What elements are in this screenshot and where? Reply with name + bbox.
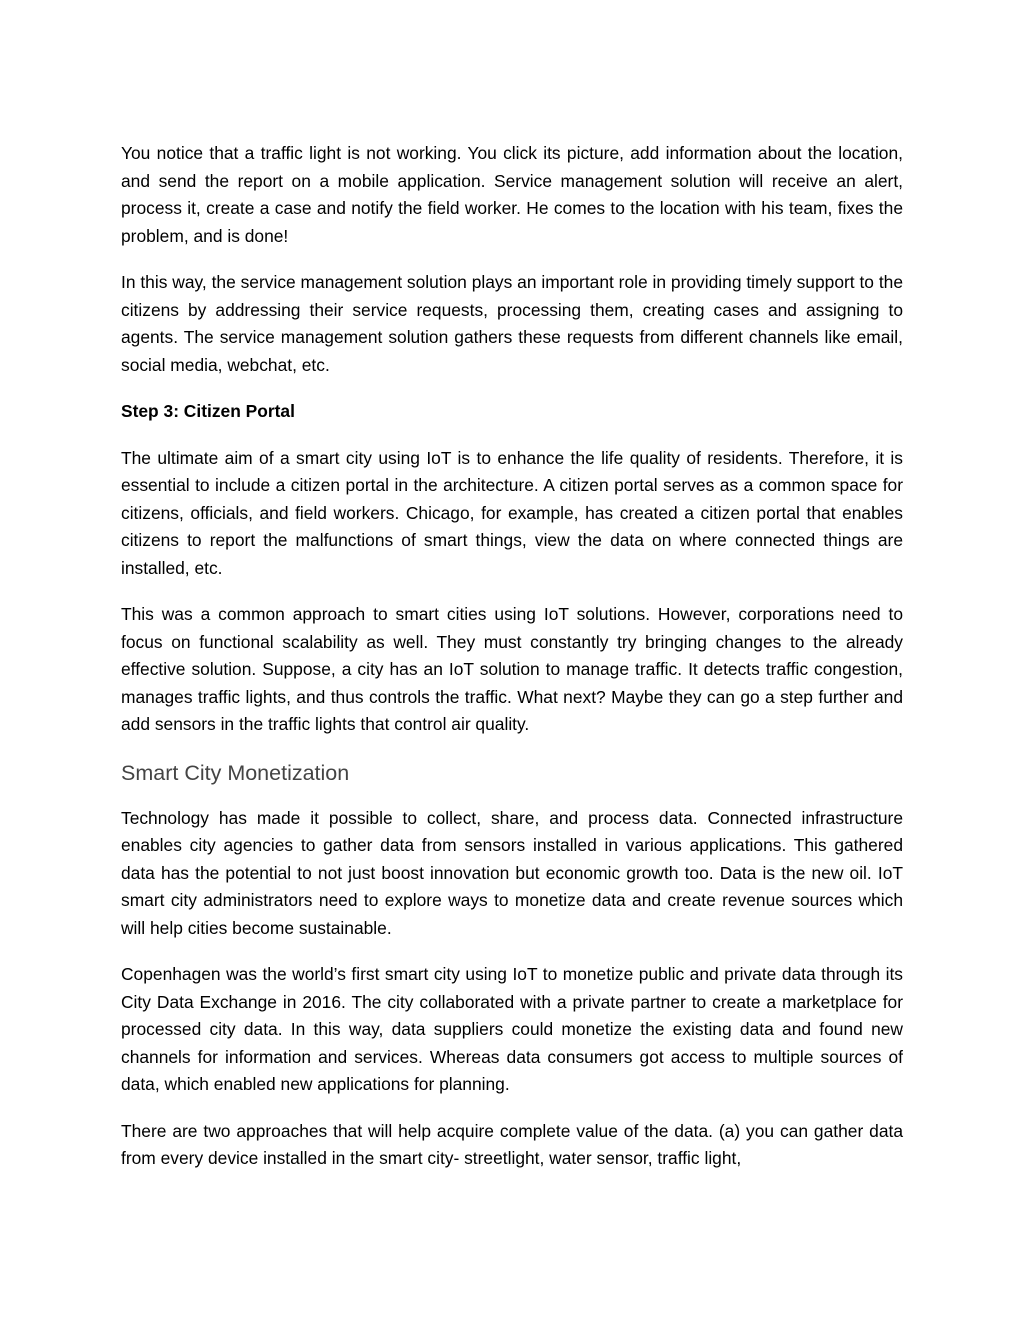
paragraph-citizen-portal: The ultimate aim of a smart city using IoT is to enhance the life quality of residents. Therefore, it is essential to include a citizen portal in the architecture. A citizen portal serves as a common space for citizens, officials, and field workers. Chicago, for example, has created a citizen portal that enables citizens to report the malfunctions of smart things, view the data on where connected things are installed, etc. [121,447,903,578]
document-page [121,140,903,1192]
paragraph-service-management: In this way, the service management solution plays an important role in providing timely support to the citizens by addressing their service requests, processing them, creating cases and assigning to agents. The service management solution gathers these requests from different channels like email, social media, webchat, etc. [121,272,903,375]
paragraph-two-approaches: There are two approaches that will help acquire complete value of the data. (a) you can gather data from every device installed in the smart city- streetlight, water sensor, traffic light, [121,1120,903,1168]
step3-heading: Step 3: Citizen Portal [121,401,295,421]
paragraph-scalability: This was a common approach to smart cities using IoT solutions. However, corporations need to focus on functional scalability as well. They must constantly try bringing changes to the already effective solution. Suppose, a city has an IoT solution to manage traffic. It detects traffic congestion, manages traffic lights, and thus controls the traffic. What next? Maybe they can go a step further and add sensors in the traffic lights that control air quality. [121,604,903,734]
paragraph-copenhagen: Copenhagen was the world’s first smart city using IoT to monetize public and private data through its City Data Exchange in 2016. The city collaborated with a private partner to create a marketplace for processed city data. In this way, data suppliers could monetize the existing data and found new channels for information and services. Whereas data consumers got access to multiple sources of data, which enabled new applications for planning. [121,964,903,1094]
paragraph-traffic-report: You notice that a traffic light is not working. You click its picture, add information about the location, and send the report on a mobile application. Service management solution will receive an alert, process it, create a case and notify the field worker. He comes to the location with his team, fixes the problem, and is done! [121,143,903,246]
section-heading-monetization: Smart City Monetization [121,760,350,785]
paragraph-data-monetization: Technology has made it possible to collect, share, and process data. Connected infrastructure enables city agencies to gather data from sensors installed in various applications. This gathered data has the potential to not just boost innovation but economic growth too. Data is the new oil. IoT smart city administrators need to explore ways to monetize data and create revenue sources which will help cities become sustainable. [121,807,903,938]
